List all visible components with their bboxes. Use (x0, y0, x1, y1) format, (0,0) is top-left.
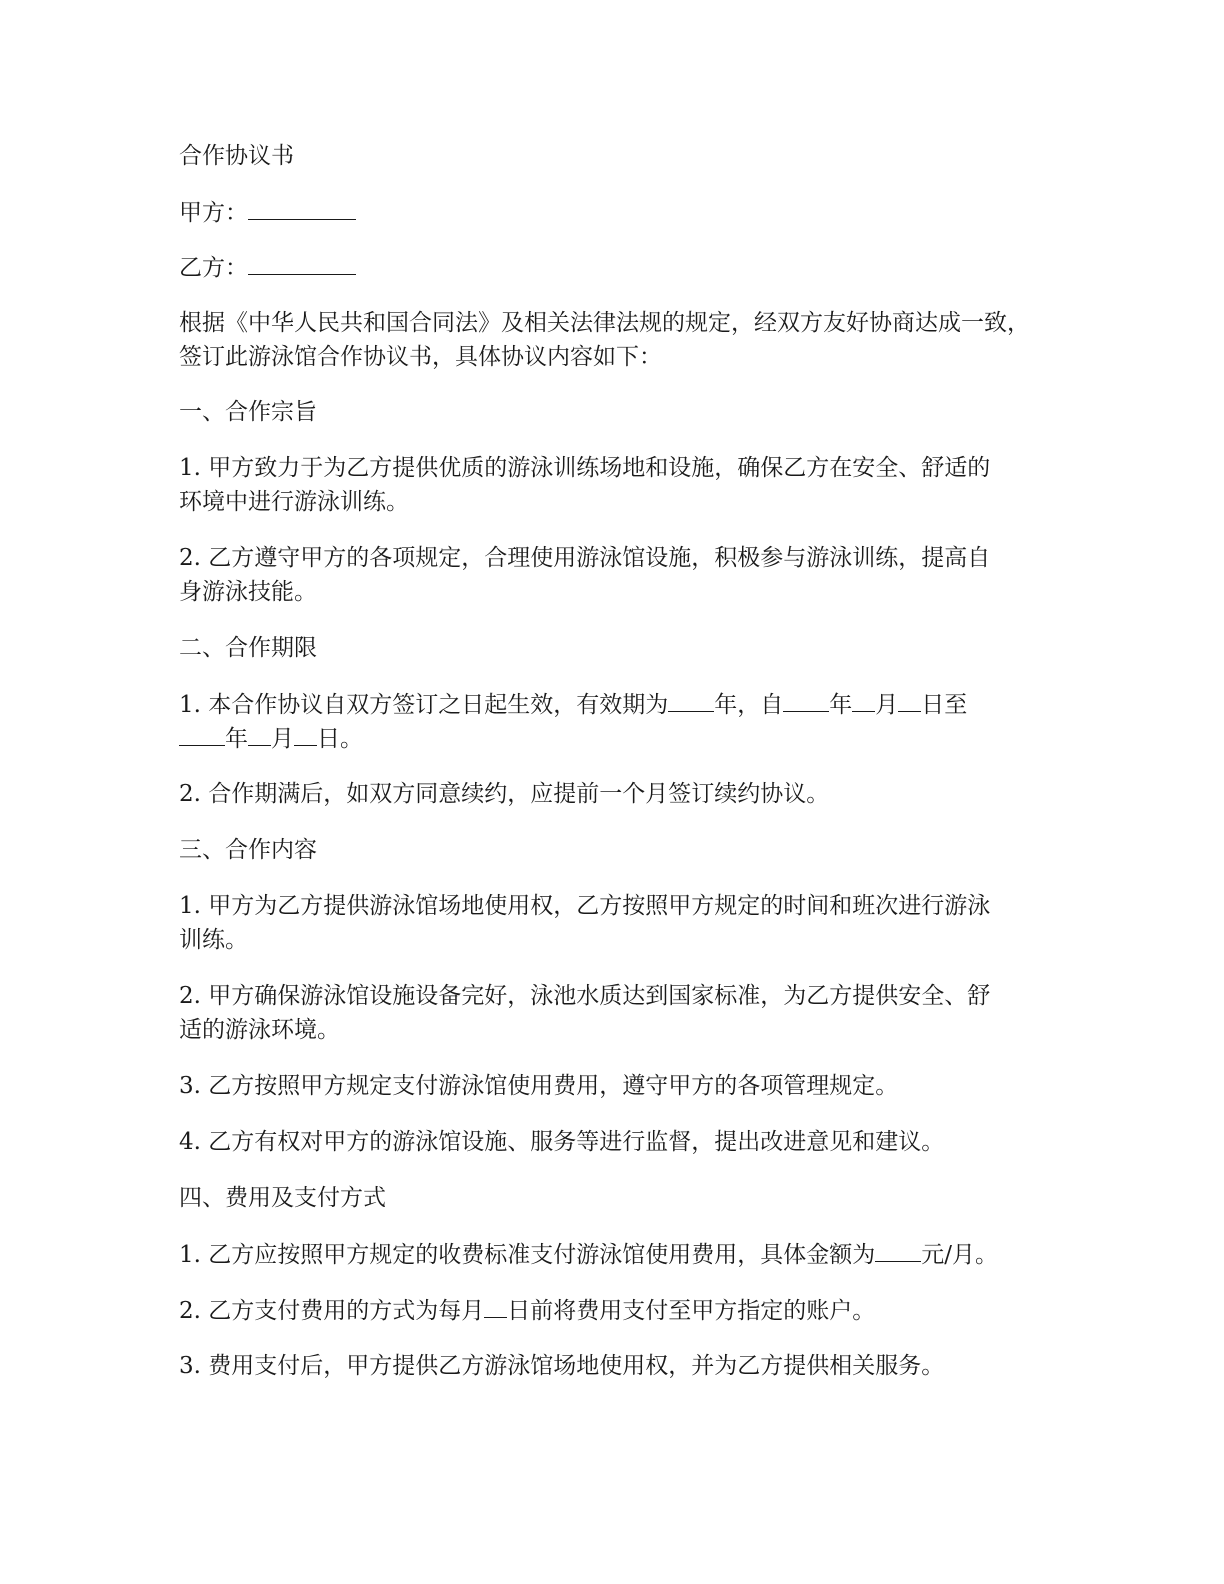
clause-line: 1. 甲方致力于为乙方提供优质的游泳训练场地和设施，确保乙方在安全、舒适的 (179, 455, 991, 481)
section-heading: 四、费用及支付方式 (179, 1185, 386, 1211)
clause-line: 4. 乙方有权对甲方的游泳馆设施、服务等进行监督，提出改进意见和建议。 (179, 1129, 945, 1155)
clause-text: 日至 (921, 692, 968, 718)
clause-line: 3. 费用支付后，甲方提供乙方游泳馆场地使用权，并为乙方提供相关服务。 (179, 1353, 945, 1379)
clause-line: 2. 甲方确保游泳馆设施设备完好，泳池水质达到国家标准，为乙方提供安全、舒 (179, 983, 991, 1009)
end-day-blank (294, 721, 317, 746)
party-a-blank (248, 195, 356, 220)
clause-line: 环境中进行游泳训练。 (179, 489, 409, 515)
party-a-label: 甲方： (179, 200, 248, 226)
party-b-line (179, 250, 356, 285)
clause-text: 月 (875, 692, 899, 718)
clause-text: 年 (829, 692, 853, 718)
start-month-blank (852, 687, 875, 712)
clause-line: 2. 合作期满后，如双方同意续约，应提前一个月签订续约协议。 (179, 781, 830, 807)
section-heading: 二、合作期限 (179, 635, 317, 661)
document-title: 合作协议书 (179, 143, 294, 169)
clause-line-with-blanks (179, 1293, 875, 1328)
monthly-fee-blank (875, 1237, 921, 1262)
end-month-blank (248, 721, 271, 746)
clause-text: 日前将费用支付至甲方指定的账户。 (507, 1298, 876, 1324)
clause-text: 日。 (317, 726, 363, 752)
section-heading: 三、合作内容 (179, 837, 317, 863)
clause-text: 2. 乙方支付费用的方式为每月 (179, 1298, 485, 1324)
clause-text: 1. 乙方应按照甲方规定的收费标准支付游泳馆使用费用，具体金额为 (179, 1242, 876, 1268)
party-b-blank (248, 250, 356, 275)
clause-line-with-blanks (179, 687, 967, 722)
payment-day-blank (484, 1293, 507, 1318)
clause-line: 2. 乙方遵守甲方的各项规定，合理使用游泳馆设施，积极参与游泳训练，提高自 (179, 545, 991, 571)
start-day-blank (898, 687, 921, 712)
party-b-label: 乙方： (179, 255, 248, 281)
clause-text: 月 (271, 726, 294, 752)
preamble-line-2: 签订此游泳馆合作协议书，具体协议内容如下： (179, 344, 662, 370)
clause-line: 3. 乙方按照甲方规定支付游泳馆使用费用，遵守甲方的各项管理规定。 (179, 1073, 899, 1099)
clause-text: 元/月。 (921, 1242, 999, 1268)
clause-text: 年，自 (714, 692, 784, 718)
clause-line-with-blanks (179, 1237, 998, 1272)
clause-text: 年 (225, 726, 248, 752)
start-year-blank (783, 687, 829, 712)
clause-line: 1. 甲方为乙方提供游泳馆场地使用权，乙方按照甲方规定的时间和班次进行游泳 (179, 893, 991, 919)
term-years-blank (668, 687, 714, 712)
clause-line: 训练。 (179, 927, 248, 953)
end-year-blank (179, 721, 225, 746)
party-a-line (179, 195, 356, 230)
preamble-line-1: 根据《中华人民共和国合同法》及相关法律法规的规定，经双方友好协商达成一致， (179, 310, 1030, 336)
section-heading: 一、合作宗旨 (179, 399, 317, 425)
clause-text: 1. 本合作协议自双方签订之日起生效，有效期为 (179, 692, 669, 718)
clause-line-with-blanks (179, 721, 363, 756)
clause-line: 身游泳技能。 (179, 579, 317, 605)
clause-line: 适的游泳环境。 (179, 1017, 340, 1043)
